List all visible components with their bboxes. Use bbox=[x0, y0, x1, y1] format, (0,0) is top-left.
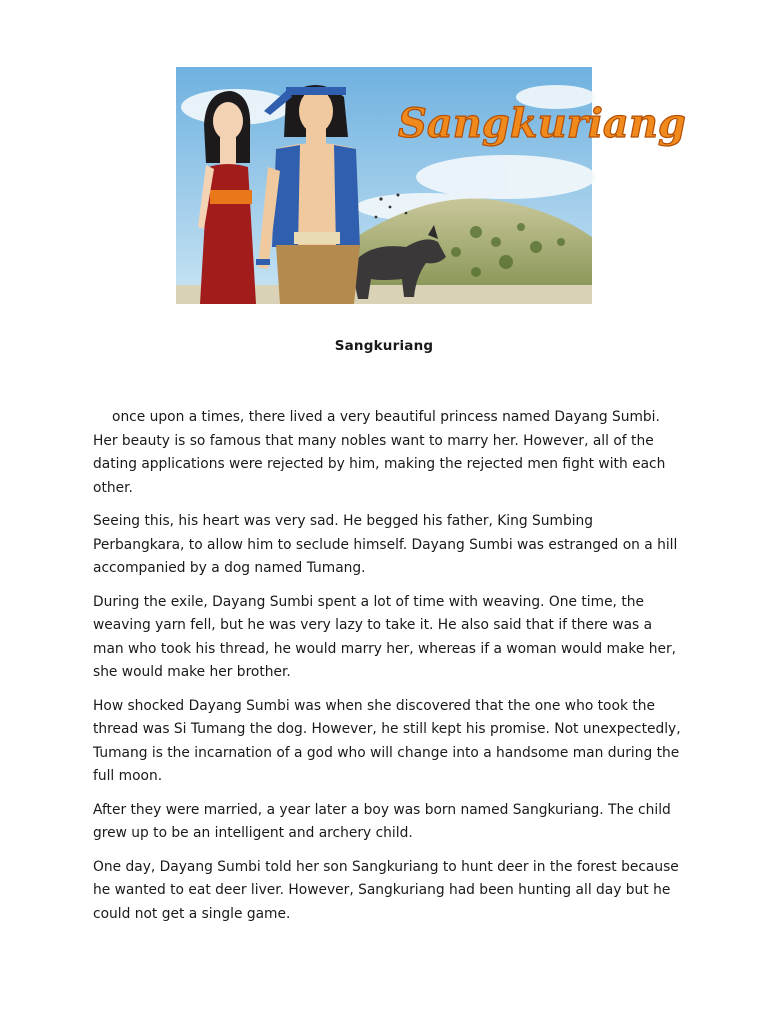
page-title: Sangkuriang bbox=[334, 338, 434, 354]
story-paragraph: After they were married, a year later a boy was born named Sangkuriang. The child grew up to be an intelligent and archery child. bbox=[93, 801, 671, 841]
princess-dayang-sumbi bbox=[198, 91, 256, 304]
story-body bbox=[93, 406, 683, 936]
logo-wordmark: Sangkuriang bbox=[398, 100, 686, 147]
story-paragraph: During the exile, Dayang Sumbi spent a lot of time with weaving. One time, the weaving yarn fell, but he was very lazy to take it. He also said that if there was a man who took his thread, he would marry her, whereas if a woman would make her, she would make her brother. bbox=[93, 593, 677, 680]
story-illustration bbox=[176, 67, 686, 304]
story-paragraph: One day, Dayang Sumbi told her son Sangkuriang to hunt deer in the forest because he wanted to eat deer liver. However, Sangkuriang had been hunting all day but he could not get a single game. bbox=[93, 858, 679, 922]
story-paragraph: Seeing this, his heart was very sad. He begged his father, King Sumbing Perbangkara, to allow him to seclude himself. Dayang Sumbi was estranged on a hill accompanied by a dog named Tumang. bbox=[93, 513, 678, 576]
story-paragraph: once upon a times, there lived a very beautiful princess named Dayang Sumbi. Her beauty is so famous that many nobles want to marry her. However, all of the dating applications were rejected by him, making the rejected men fight with each other. bbox=[93, 409, 666, 496]
story-paragraph: How shocked Dayang Sumbi was when she discovered that the one who took the thread was Si Tumang the dog. However, he still kept his promise. Not unexpectedly, Tumang is the incarnation of a god who will change into a handsome man during the full moon. bbox=[93, 697, 681, 784]
